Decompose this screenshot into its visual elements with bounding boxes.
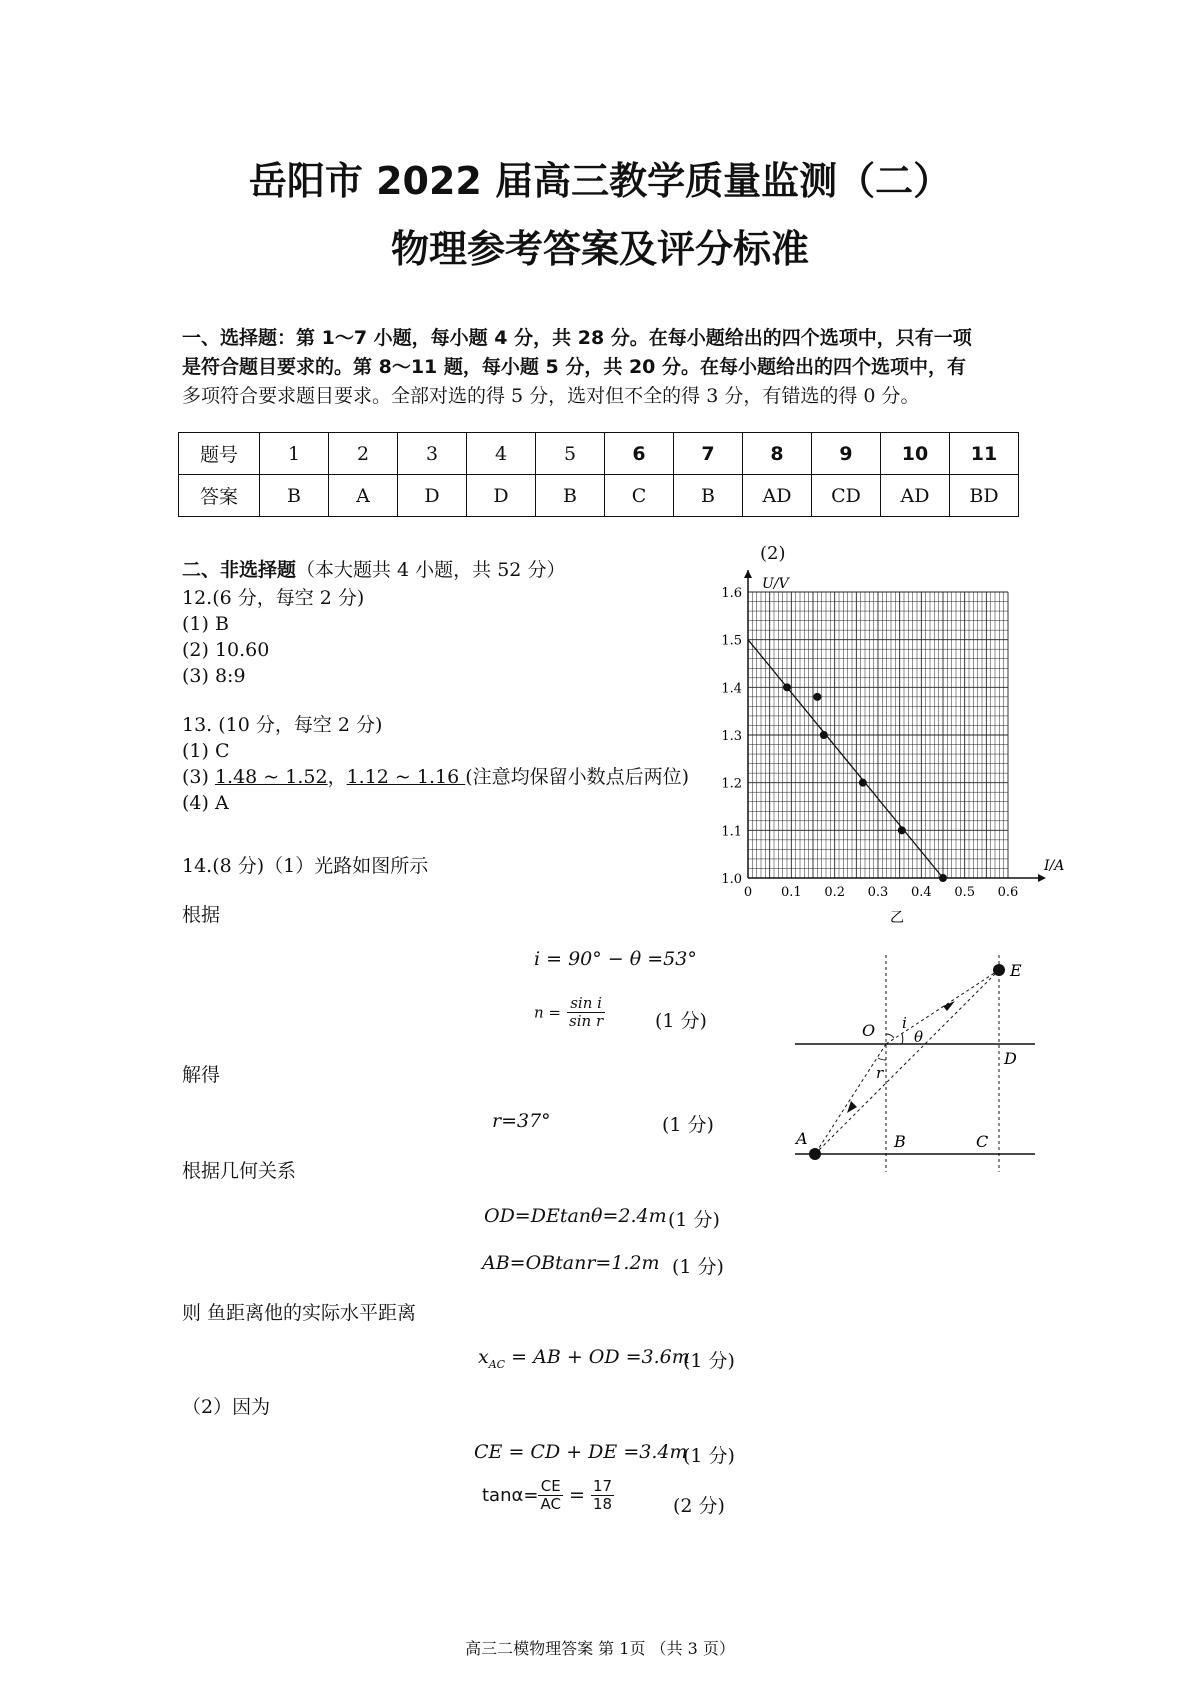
q14-part2: （2）因为 (182, 1396, 271, 1418)
q14-geometry: 根据几何关系 (182, 1160, 297, 1182)
table-row-questions (179, 433, 1019, 475)
eq-ce: CE = CD + DE =3.4m (474, 1441, 688, 1463)
chart-caption: 乙 (890, 910, 904, 926)
data-point (820, 731, 828, 739)
ray-oa (815, 1044, 886, 1154)
q14-solve: 解得 (182, 1064, 221, 1086)
label-c: C (976, 1132, 989, 1151)
chart-axes (744, 570, 1046, 882)
q13-answer-4: (4) A (182, 792, 229, 814)
x-tick-label: 0.6 (997, 885, 1019, 900)
y-tick-label: 1.3 (721, 729, 742, 744)
eq8-equals: = (562, 1484, 591, 1506)
chart-part-label: (2) (760, 543, 786, 564)
angle-r-arc (878, 1058, 886, 1060)
y-tick-label: 1.6 (721, 586, 742, 601)
eq8-num1: CE (538, 1478, 562, 1496)
eq8-den2: 18 (592, 1495, 613, 1513)
label-b: B (894, 1132, 906, 1151)
eq-xac (478, 1346, 690, 1371)
q13-head: 13. (10 分，每空 2 分) (182, 714, 383, 736)
eq-tan-alpha (482, 1478, 614, 1513)
eq-ab: AB=OBtanr=1.2m (482, 1252, 660, 1274)
data-point (783, 683, 791, 691)
q12-block (182, 585, 364, 689)
eq-refractive-index (534, 995, 605, 1030)
page-subtitle: 物理参考答案及评分标准 (390, 227, 809, 271)
q12-answer-2: (2) 10.60 (182, 639, 270, 661)
table-cell: 5 (536, 433, 605, 475)
eq6-rest: = AB + OD =3.6m (505, 1346, 690, 1368)
q13-a3-note: (注意均保留小数点后两位) (465, 766, 690, 788)
eq6-score: (1 分) (683, 1350, 735, 1372)
table-cell: AD (743, 475, 812, 517)
q13-answer-3 (182, 764, 689, 790)
q14-head: 14.(8 分)（1）光路如图所示 (182, 855, 429, 877)
label-d: D (1004, 1049, 1017, 1068)
optics-diagram (790, 950, 1050, 1180)
q12-answer-3: (3) 8:9 (182, 665, 246, 687)
table-cell: A (329, 475, 398, 517)
table-header-answer: 答案 (179, 475, 260, 517)
table-cell: 1 (260, 433, 329, 475)
x-tick-label: 0.5 (954, 885, 976, 900)
ui-chart (700, 570, 1080, 930)
eq8-lhs: tanα= (482, 1485, 539, 1506)
y-tick-label: 1.5 (721, 633, 742, 649)
y-axis-label: U/V (762, 576, 789, 592)
eq-refraction-angle: r=37° (492, 1110, 551, 1132)
x-axis-label: I/A (1044, 858, 1065, 874)
section2-heading-bold: 二、非选择题 (182, 559, 297, 581)
section1-intro (182, 324, 1042, 411)
table-cell: 4 (467, 433, 536, 475)
label-e: E (1010, 961, 1022, 980)
eq-od: OD=DEtanθ=2.4m (484, 1205, 667, 1227)
q13-a3-sep: ， (327, 766, 347, 788)
q13-a3-range1: 1.48 ~ 1.52 (214, 766, 328, 788)
eq6-x: x (478, 1346, 489, 1368)
eq2-score: (1 分) (655, 1010, 707, 1032)
table-cell: C (605, 475, 674, 517)
section2-heading (182, 557, 565, 583)
label-o: O (862, 1021, 876, 1040)
q14-then: 则 鱼距离他的实际水平距离 (182, 1302, 417, 1324)
table-cell: 8 (743, 433, 812, 475)
x-tick-label: 0.2 (824, 885, 846, 900)
eq5-score: (1 分) (672, 1256, 724, 1278)
eq8-score: (2 分) (673, 1495, 725, 1517)
table-cell: 2 (329, 433, 398, 475)
q13-answer-1: (1) C (182, 740, 230, 762)
y-tick-label: 1.4 (721, 681, 742, 697)
q14-basis: 根据 (182, 904, 221, 926)
fish-point-a (809, 1148, 821, 1160)
table-cell: 6 (605, 433, 674, 475)
label-i: i (902, 1014, 907, 1032)
y-axis-arrow (744, 570, 752, 578)
angle-theta-arc (902, 1034, 903, 1044)
label-a: A (796, 1129, 808, 1148)
table-cell: B (260, 475, 329, 517)
arrow-icon-oe (943, 1001, 955, 1011)
table-row-answers (179, 475, 1019, 517)
eq7-score: (1 分) (683, 1445, 735, 1467)
x-axis-arrow (1038, 874, 1046, 882)
chart-grid (748, 592, 1008, 878)
answer-table (178, 432, 1019, 517)
section1-line1: 一、选择题：第 1～7 小题，每小题 4 分，共 28 分。在每小题给出的四个选项中，只有一项 (182, 327, 972, 349)
table-cell: B (536, 475, 605, 517)
fit-line (748, 640, 943, 878)
table-cell: B (674, 475, 743, 517)
q13-a3-prefix: (3) (182, 766, 215, 788)
table-cell: D (467, 475, 536, 517)
eq2-numerator: sin i (567, 995, 605, 1013)
x-tick-label: 0.1 (780, 885, 802, 900)
table-cell: 7 (674, 433, 743, 475)
x-tick-label: 0.3 (867, 885, 889, 900)
y-tick-label: 1.2 (721, 776, 742, 792)
eq3-score: (1 分) (662, 1114, 714, 1136)
table-cell: 10 (881, 433, 950, 475)
data-point (939, 874, 947, 882)
eq8-fraction-2 (591, 1478, 614, 1513)
eq2-fraction (567, 995, 605, 1030)
x-tick-label: 0 (743, 885, 753, 900)
q12-head: 12.(6 分，每空 2 分) (182, 587, 365, 609)
label-theta: θ (914, 1028, 924, 1046)
table-cell: CD (812, 475, 881, 517)
table-cell: 11 (950, 433, 1019, 475)
arrow-icon-ao (847, 1101, 857, 1113)
data-point (898, 826, 906, 834)
chart-ticks (721, 586, 1018, 900)
x-tick-label: 0.4 (910, 885, 932, 900)
table-cell: AD (881, 475, 950, 517)
table-cell: 3 (398, 433, 467, 475)
eq2-denominator: sin r (569, 1012, 604, 1030)
table-cell: D (398, 475, 467, 517)
eq8-num2: 17 (592, 1477, 613, 1495)
q12-answer-1: (1) B (182, 613, 229, 635)
y-tick-label: 1.1 (721, 824, 742, 840)
eq4-score: (1 分) (668, 1209, 720, 1231)
table-cell: BD (950, 475, 1019, 517)
eq-incidence-angle: i = 90° − θ =53° (534, 948, 697, 970)
data-point (813, 693, 821, 701)
section1-line3: 多项符合要求题目要求。全部对选的得 5 分，选对但不全的得 3 分，有错选的得 0 分。 (182, 385, 920, 407)
q13-a3-range2: 1.12 ~ 1.16 (346, 766, 466, 788)
label-r: r (876, 1064, 884, 1082)
table-cell: 9 (812, 433, 881, 475)
eq2-lhs: n = (534, 1003, 561, 1022)
eq8-fraction-1 (538, 1478, 562, 1513)
q13-block (182, 712, 689, 816)
page-footer: 高三二模物理答案 第 1页 （共 3 页） (465, 1639, 735, 1658)
line-ae (815, 970, 999, 1154)
angle-i-arc (886, 1034, 894, 1038)
eye-point-e (993, 964, 1005, 976)
section2-heading-rest: （本大题共 4 小题，共 52 分） (296, 559, 566, 581)
eq6-sub: AC (488, 1357, 506, 1371)
section1-line2: 是符合题目要求的。第 8～11 题，每小题 5 分，共 20 分。在每小题给出的四个选项中，有 (182, 356, 967, 378)
page-title: 岳阳市 2022 届高三教学质量监测（二） (248, 159, 952, 203)
ray-eo (886, 970, 999, 1044)
eq8-den1: AC (540, 1495, 561, 1513)
table-header-question: 题号 (179, 433, 260, 475)
data-point (859, 779, 867, 787)
y-tick-label: 1.0 (721, 872, 742, 887)
